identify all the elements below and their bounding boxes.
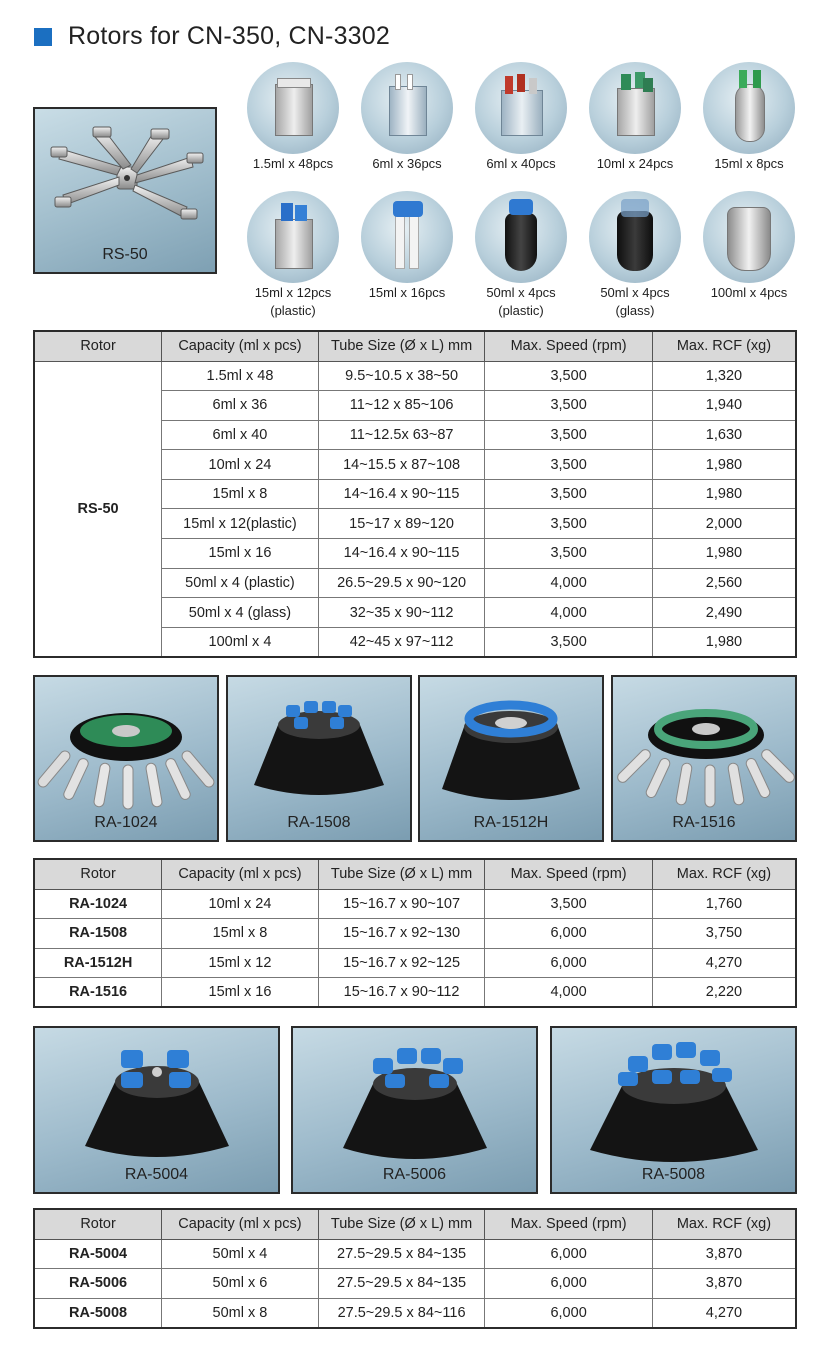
speed-cell: 6,000 bbox=[485, 1239, 653, 1269]
rcf-cell: 4,270 bbox=[652, 948, 796, 978]
capacity-cell: 50ml x 4 bbox=[162, 1239, 319, 1269]
header-capacity: Capacity (ml x pcs) bbox=[162, 331, 319, 361]
rcf-cell: 3,750 bbox=[652, 919, 796, 949]
capacity-cell: 15ml x 12 bbox=[162, 948, 319, 978]
rotor-photo-ra1508 bbox=[226, 675, 412, 842]
adapter-bucket-image bbox=[703, 191, 795, 283]
rcf-cell: 3,870 bbox=[652, 1239, 796, 1269]
header-capacity: Capacity (ml x pcs) bbox=[162, 859, 319, 889]
adapter-bucket-image bbox=[475, 191, 567, 283]
rcf-cell: 1,980 bbox=[652, 479, 796, 509]
capacity-cell: 15ml x 12(plastic) bbox=[162, 509, 319, 539]
tube-size-cell: 14~16.4 x 90~115 bbox=[318, 479, 485, 509]
adapter-bucket-image bbox=[247, 191, 339, 283]
tube-size-cell: 9.5~10.5 x 38~50 bbox=[318, 361, 485, 391]
speed-cell: 3,500 bbox=[485, 479, 653, 509]
rcf-cell: 1,980 bbox=[652, 627, 796, 657]
capacity-cell: 50ml x 4 (plastic) bbox=[162, 568, 319, 598]
tube-size-cell: 11~12 x 85~106 bbox=[318, 391, 485, 421]
rs50-label: RS-50 bbox=[102, 246, 148, 263]
capacity-cell: 50ml x 4 (glass) bbox=[162, 598, 319, 628]
header-max-rcf: Max. RCF (xg) bbox=[652, 1209, 796, 1239]
capacity-cell: 100ml x 4 bbox=[162, 627, 319, 657]
adapter-caption: 1.5ml x 48pcs bbox=[252, 156, 334, 171]
rotor-label: RA-1024 bbox=[94, 814, 158, 831]
header-max-speed: Max. Speed (rpm) bbox=[485, 1209, 653, 1239]
rotor-cell: RA-1508 bbox=[34, 919, 162, 949]
rotor-photo-ra5006 bbox=[291, 1026, 538, 1194]
adapter-caption-note: (plastic) bbox=[270, 303, 316, 318]
adapter-bucket-image bbox=[247, 62, 339, 154]
header-max-speed: Max. Speed (rpm) bbox=[485, 331, 653, 361]
rcf-cell: 3,870 bbox=[652, 1269, 796, 1299]
adapter-item bbox=[466, 62, 576, 174]
adapter-item bbox=[238, 191, 348, 319]
capacity-cell: 6ml x 36 bbox=[162, 391, 319, 421]
tube-size-cell: 15~16.7 x 92~130 bbox=[318, 919, 485, 949]
header-tube-size: Tube Size (Ø x L) mm bbox=[318, 331, 485, 361]
table-header-row bbox=[34, 859, 796, 889]
rcf-cell: 1,630 bbox=[652, 420, 796, 450]
ra15-spec-table bbox=[33, 858, 797, 1008]
speed-cell: 6,000 bbox=[485, 1298, 653, 1328]
capacity-cell: 15ml x 16 bbox=[162, 978, 319, 1008]
tube-size-cell: 15~16.7 x 90~107 bbox=[318, 889, 485, 919]
capacity-cell: 15ml x 16 bbox=[162, 539, 319, 569]
capacity-cell: 10ml x 24 bbox=[162, 889, 319, 919]
capacity-cell: 6ml x 40 bbox=[162, 420, 319, 450]
speed-cell: 3,500 bbox=[485, 539, 653, 569]
rotor-label: RA-5006 bbox=[382, 1166, 447, 1183]
tube-size-cell: 32~35 x 90~112 bbox=[318, 598, 485, 628]
ra50-spec-table bbox=[33, 1208, 797, 1329]
speed-cell: 6,000 bbox=[485, 948, 653, 978]
rcf-cell: 1,980 bbox=[652, 539, 796, 569]
tube-size-cell: 15~17 x 89~120 bbox=[318, 509, 485, 539]
rs50-rotor-photo bbox=[33, 107, 217, 274]
tube-size-cell: 15~16.7 x 92~125 bbox=[318, 948, 485, 978]
rotor-photo-ra5008 bbox=[550, 1026, 797, 1194]
adapter-bucket-image bbox=[361, 62, 453, 154]
tube-size-cell: 27.5~29.5 x 84~135 bbox=[318, 1269, 485, 1299]
table-row bbox=[34, 948, 796, 978]
rcf-cell: 2,220 bbox=[652, 978, 796, 1008]
adapter-caption: 50ml x 4pcs bbox=[486, 285, 556, 300]
speed-cell: 6,000 bbox=[485, 919, 653, 949]
adapter-item bbox=[580, 191, 690, 319]
adapter-caption: 15ml x 12pcs bbox=[254, 285, 332, 300]
adapter-bucket-image bbox=[703, 62, 795, 154]
tube-size-cell: 14~16.4 x 90~115 bbox=[318, 539, 485, 569]
adapter-caption: 15ml x 8pcs bbox=[714, 156, 784, 171]
page-title: Rotors for CN-350, CN-3302 bbox=[68, 22, 390, 50]
adapter-caption-note: (plastic) bbox=[498, 303, 544, 318]
tube-size-cell: 42~45 x 97~112 bbox=[318, 627, 485, 657]
adapter-caption-note: (glass) bbox=[615, 303, 655, 318]
header-max-rcf: Max. RCF (xg) bbox=[652, 859, 796, 889]
capacity-cell: 15ml x 8 bbox=[162, 919, 319, 949]
speed-cell: 3,500 bbox=[485, 889, 653, 919]
tube-size-cell: 14~15.5 x 87~108 bbox=[318, 450, 485, 480]
adapter-item bbox=[352, 62, 462, 174]
rotor-photo-ra5004 bbox=[33, 1026, 280, 1194]
rotor-label: RA-5008 bbox=[641, 1166, 706, 1183]
title-bullet-icon bbox=[34, 28, 52, 46]
tube-size-cell: 27.5~29.5 x 84~116 bbox=[318, 1298, 485, 1328]
rotor-photo-ra1512h bbox=[418, 675, 604, 842]
rotor-cell: RA-1024 bbox=[34, 889, 162, 919]
header-rotor: Rotor bbox=[34, 859, 162, 889]
header-tube-size: Tube Size (Ø x L) mm bbox=[318, 1209, 485, 1239]
rotor-label: RA-1516 bbox=[672, 814, 736, 831]
tube-size-cell: 11~12.5x 63~87 bbox=[318, 420, 485, 450]
adapter-item bbox=[694, 191, 804, 303]
capacity-cell: 50ml x 8 bbox=[162, 1298, 319, 1328]
rotor-cell: RA-1512H bbox=[34, 948, 162, 978]
rcf-cell: 1,940 bbox=[652, 391, 796, 421]
adapter-bucket-image bbox=[589, 62, 681, 154]
rotor-cell: RS-50 bbox=[34, 361, 162, 657]
rotor-photo-ra1024 bbox=[33, 675, 219, 842]
adapter-item bbox=[694, 62, 804, 174]
adapter-caption: 6ml x 40pcs bbox=[486, 156, 556, 171]
adapter-bucket-image bbox=[475, 62, 567, 154]
rcf-cell: 4,270 bbox=[652, 1298, 796, 1328]
speed-cell: 6,000 bbox=[485, 1269, 653, 1299]
rotor-label: RA-1508 bbox=[287, 814, 351, 831]
rs50-spec-table bbox=[33, 330, 797, 658]
header-rotor: Rotor bbox=[34, 331, 162, 361]
speed-cell: 3,500 bbox=[485, 391, 653, 421]
adapter-caption: 15ml x 16pcs bbox=[368, 285, 446, 300]
rcf-cell: 1,760 bbox=[652, 889, 796, 919]
capacity-cell: 1.5ml x 48 bbox=[162, 361, 319, 391]
speed-cell: 3,500 bbox=[485, 509, 653, 539]
adapter-item bbox=[352, 191, 462, 303]
rcf-cell: 1,980 bbox=[652, 450, 796, 480]
table-row bbox=[34, 889, 796, 919]
rcf-cell: 2,490 bbox=[652, 598, 796, 628]
rcf-cell: 1,320 bbox=[652, 361, 796, 391]
header-capacity: Capacity (ml x pcs) bbox=[162, 1209, 319, 1239]
header-max-rcf: Max. RCF (xg) bbox=[652, 331, 796, 361]
rotor-cell: RA-1516 bbox=[34, 978, 162, 1008]
table-row bbox=[34, 919, 796, 949]
page-header bbox=[34, 22, 390, 51]
tube-size-cell: 26.5~29.5 x 90~120 bbox=[318, 568, 485, 598]
adapter-item bbox=[466, 191, 576, 319]
speed-cell: 3,500 bbox=[485, 627, 653, 657]
header-rotor: Rotor bbox=[34, 1209, 162, 1239]
adapter-caption: 50ml x 4pcs bbox=[600, 285, 670, 300]
adapter-bucket-image bbox=[589, 191, 681, 283]
tube-size-cell: 27.5~29.5 x 84~135 bbox=[318, 1239, 485, 1269]
adapter-item bbox=[580, 62, 690, 174]
rotor-label: RA-5004 bbox=[124, 1166, 189, 1183]
header-tube-size: Tube Size (Ø x L) mm bbox=[318, 859, 485, 889]
capacity-cell: 15ml x 8 bbox=[162, 479, 319, 509]
speed-cell: 3,500 bbox=[485, 450, 653, 480]
rotor-photo-ra1516 bbox=[611, 675, 797, 842]
adapter-bucket-image bbox=[361, 191, 453, 283]
table-header-row bbox=[34, 1209, 796, 1239]
adapter-caption: 6ml x 36pcs bbox=[372, 156, 442, 171]
table-row bbox=[34, 1239, 796, 1269]
adapter-item bbox=[238, 62, 348, 174]
rotor-cell: RA-5008 bbox=[34, 1298, 162, 1328]
speed-cell: 4,000 bbox=[485, 598, 653, 628]
speed-cell: 3,500 bbox=[485, 420, 653, 450]
table-header-row bbox=[34, 331, 796, 361]
speed-cell: 3,500 bbox=[485, 361, 653, 391]
adapter-caption: 100ml x 4pcs bbox=[710, 285, 788, 300]
rotor-cell: RA-5004 bbox=[34, 1239, 162, 1269]
capacity-cell: 10ml x 24 bbox=[162, 450, 319, 480]
header-max-speed: Max. Speed (rpm) bbox=[485, 859, 653, 889]
rotor-label: RA-1512H bbox=[473, 814, 549, 831]
table-row bbox=[34, 1298, 796, 1328]
speed-cell: 4,000 bbox=[485, 568, 653, 598]
table-row bbox=[34, 361, 796, 391]
tube-size-cell: 15~16.7 x 90~112 bbox=[318, 978, 485, 1008]
table-row bbox=[34, 1269, 796, 1299]
rotor-cell: RA-5006 bbox=[34, 1269, 162, 1299]
speed-cell: 4,000 bbox=[485, 978, 653, 1008]
rcf-cell: 2,560 bbox=[652, 568, 796, 598]
capacity-cell: 50ml x 6 bbox=[162, 1269, 319, 1299]
rcf-cell: 2,000 bbox=[652, 509, 796, 539]
table-row bbox=[34, 978, 796, 1008]
adapter-caption: 10ml x 24pcs bbox=[596, 156, 674, 171]
